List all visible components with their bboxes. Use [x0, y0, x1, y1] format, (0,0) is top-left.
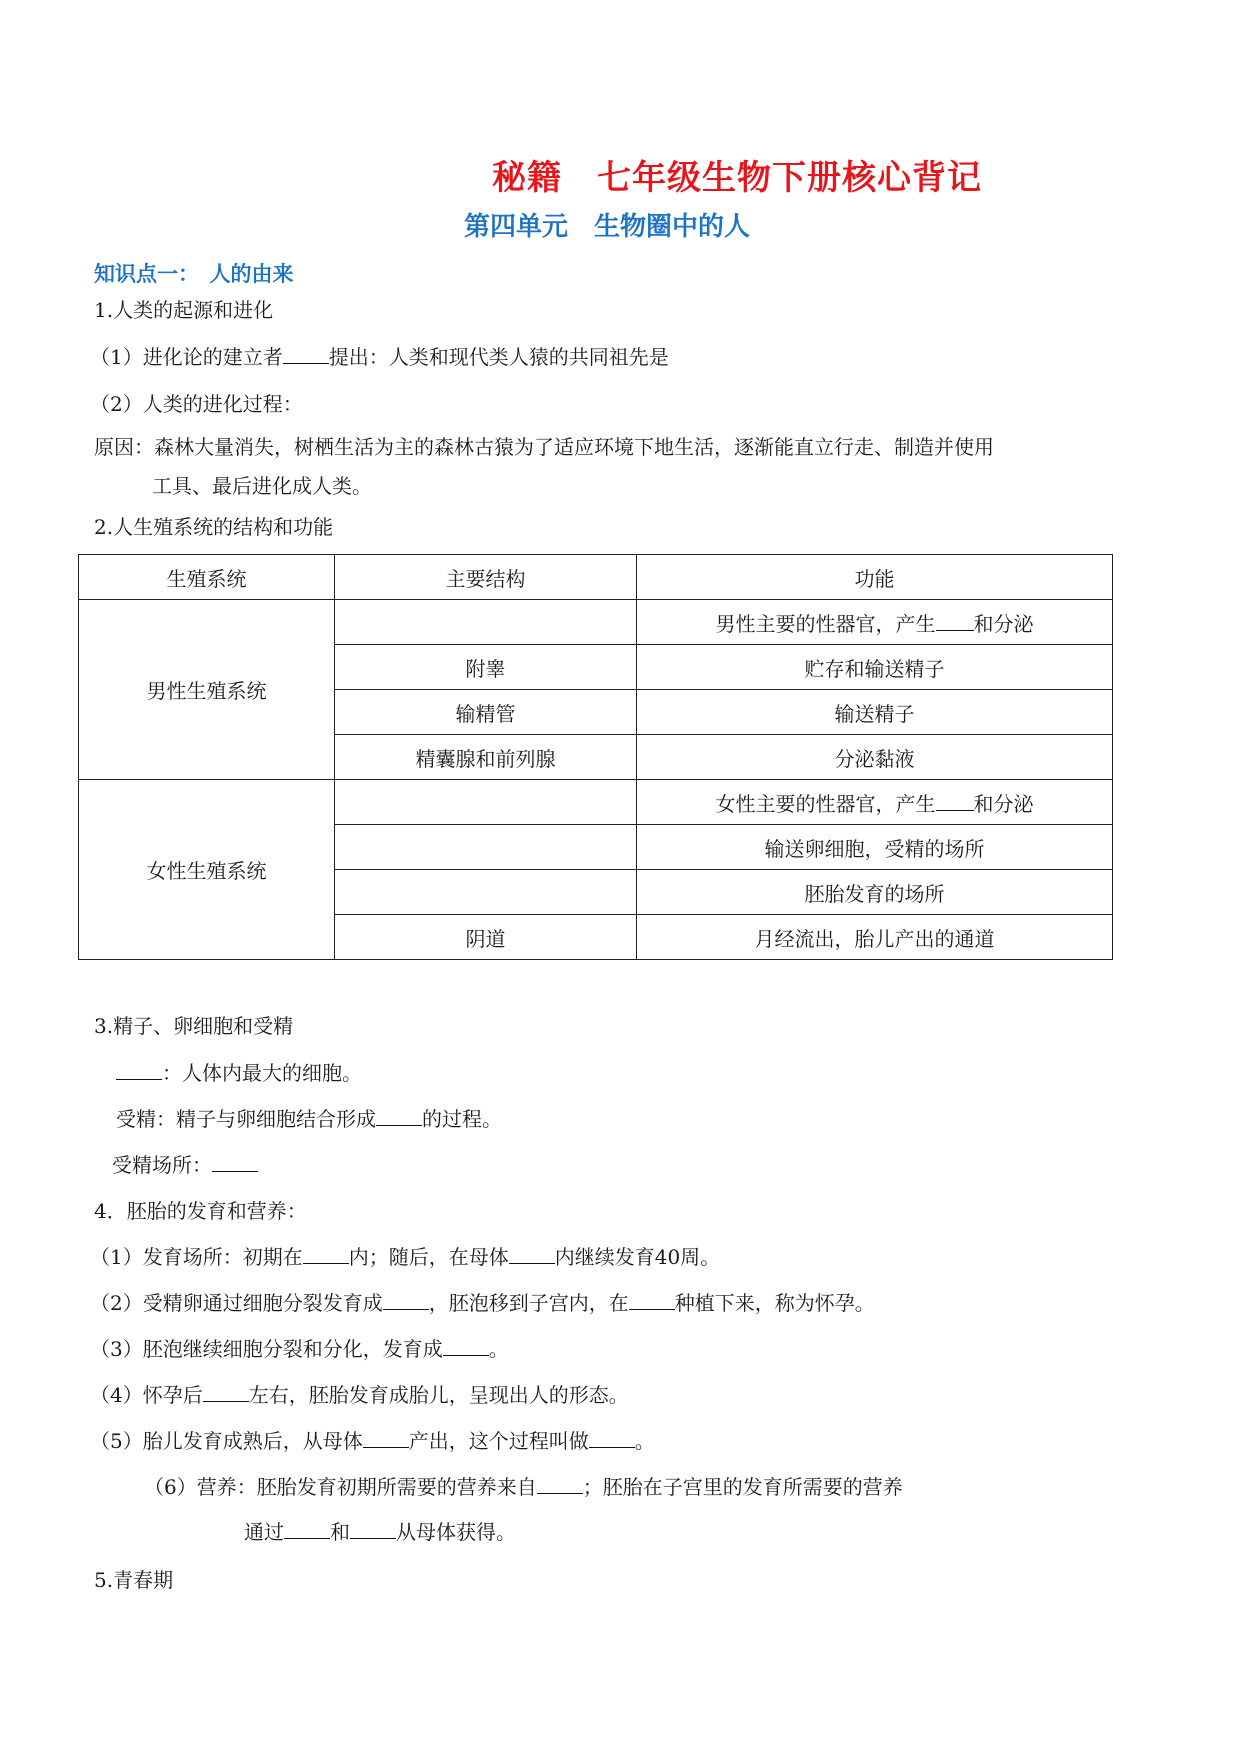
section-heading: 知识点一： 人的由来	[94, 262, 294, 286]
s4-p6-d: 和	[330, 1520, 350, 1544]
fill-blank[interactable]	[283, 345, 329, 364]
s4-p3	[90, 1336, 509, 1362]
s4-p6	[144, 1474, 903, 1500]
s4-p1-c: 内继续发育40周。	[554, 1245, 721, 1269]
fill-blank[interactable]	[589, 1429, 635, 1448]
s4-heading: 4．胚胎的发育和营养：	[94, 1199, 307, 1223]
s4-p3-b: 。	[488, 1337, 509, 1361]
structure-cell-blank[interactable]	[335, 600, 637, 645]
function-cell: 胚胎发育的场所	[637, 870, 1113, 915]
fill-blank[interactable]	[629, 1291, 675, 1310]
s1-q1-text-b: 提出：人类和现代类人猿的共同祖先是	[328, 345, 669, 369]
document-title: 秘籍 七年级生物下册核心背记	[492, 158, 982, 198]
structure-cell: 阴道	[335, 915, 637, 960]
s3-line3	[112, 1152, 258, 1178]
s3-heading: 3.精子、卵细胞和受精	[94, 1014, 294, 1038]
s3-line3-text: 受精场所：	[112, 1153, 212, 1177]
fill-blank[interactable]	[376, 1107, 422, 1126]
function-cell: 贮存和输送精子	[637, 645, 1113, 690]
s3-line1-text: ：人体内最大的细胞。	[162, 1061, 362, 1085]
function-cell	[637, 600, 1113, 645]
function-text-a: 女性主要的性器官，产生	[715, 791, 936, 816]
function-cell: 输送精子	[637, 690, 1113, 735]
structure-cell: 输精管	[335, 690, 637, 735]
s4-p2-c: 种植下来，称为怀孕。	[674, 1291, 875, 1315]
fill-blank[interactable]	[116, 1061, 162, 1080]
s4-p6-b: ；胚胎在子宫里的发育所需要的营养	[582, 1475, 903, 1499]
s4-p4-a: （4）怀孕后	[90, 1383, 203, 1407]
s4-p5-c: 。	[634, 1429, 655, 1453]
s1-reason-line2: 工具、最后进化成人类。	[152, 474, 372, 498]
s1-q1	[90, 344, 669, 370]
function-text-b: 和分泌	[973, 791, 1034, 816]
s4-p6-e: 从母体获得。	[396, 1520, 516, 1544]
s1-heading: 1.人类的起源和进化	[94, 298, 274, 322]
s4-p2-b: ，胚泡移到子宫内，在	[428, 1291, 629, 1315]
structure-cell-blank[interactable]	[335, 780, 637, 825]
s4-p2-a: （2）受精卵通过细胞分裂发育成	[90, 1291, 383, 1315]
fill-blank[interactable]	[383, 1291, 429, 1310]
function-cell	[637, 780, 1113, 825]
function-text-a: 男性主要的性器官，产生	[715, 611, 936, 636]
fill-blank[interactable]	[509, 1245, 555, 1264]
table-header-row	[79, 555, 1113, 600]
s4-p2	[90, 1290, 875, 1316]
fill-blank[interactable]	[350, 1520, 396, 1539]
s5-heading: 5.青春期	[94, 1568, 174, 1592]
s4-p6-continued	[244, 1519, 516, 1545]
s3-line1	[116, 1060, 362, 1086]
structure-cell: 精囊腺和前列腺	[335, 735, 637, 780]
function-cell: 月经流出，胎儿产出的通道	[637, 915, 1113, 960]
s4-p4	[90, 1382, 629, 1408]
s3-line2-text-b: 的过程。	[422, 1107, 502, 1131]
s1-q1-text-a: （1）进化论的建立者	[90, 345, 283, 369]
unit-title: 第四单元 生物圈中的人	[464, 212, 751, 242]
female-system-cell: 女性生殖系统	[79, 780, 335, 960]
s4-p4-b: 左右，胚胎发育成胎儿，呈现出人的形态。	[248, 1383, 629, 1407]
s4-p5-a: （5）胎儿发育成熟后，从母体	[90, 1429, 363, 1453]
fill-blank[interactable]	[936, 612, 974, 631]
s4-p6-a: （6）营养：胚胎发育初期所需要的营养来自	[144, 1475, 537, 1499]
s3-line2-text-a: 受精：精子与卵细胞结合形成	[116, 1107, 376, 1131]
function-cell: 输送卵细胞，受精的场所	[637, 825, 1113, 870]
structure-cell: 附睾	[335, 645, 637, 690]
s4-p5	[90, 1428, 655, 1454]
s2-heading: 2.人生殖系统的结构和功能	[94, 515, 334, 539]
fill-blank[interactable]	[212, 1153, 258, 1172]
s4-p1-b: 内；随后，在母体	[348, 1245, 509, 1269]
function-cell: 分泌黏液	[637, 735, 1113, 780]
s4-p3-a: （3）胚泡继续细胞分裂和分化，发育成	[90, 1337, 443, 1361]
structure-cell-blank[interactable]	[335, 870, 637, 915]
male-system-cell: 男性生殖系统	[79, 600, 335, 780]
fill-blank[interactable]	[303, 1245, 349, 1264]
fill-blank[interactable]	[443, 1337, 489, 1356]
s4-p5-b: 产出，这个过程叫做	[408, 1429, 589, 1453]
fill-blank[interactable]	[203, 1383, 249, 1402]
s3-line2	[116, 1106, 502, 1132]
table-row	[79, 600, 1113, 645]
s4-p1-a: （1）发育场所：初期在	[90, 1245, 303, 1269]
function-text-b: 和分泌	[973, 611, 1034, 636]
s4-p6-c: 通过	[244, 1520, 284, 1544]
fill-blank[interactable]	[936, 792, 974, 811]
s1-reason-line1: 原因：森林大量消失，树栖生活为主的森林古猿为了适应环境下地生活，逐渐能直立行走、制造并使用	[94, 435, 994, 459]
fill-blank[interactable]	[537, 1475, 583, 1494]
structure-cell-blank[interactable]	[335, 825, 637, 870]
s1-q2: （2）人类的进化过程：	[90, 392, 303, 416]
header-function: 功能	[637, 555, 1113, 600]
reproductive-system-table	[78, 554, 1113, 960]
s4-p1	[90, 1244, 720, 1270]
header-structure: 主要结构	[335, 555, 637, 600]
header-system: 生殖系统	[79, 555, 335, 600]
fill-blank[interactable]	[363, 1429, 409, 1448]
fill-blank[interactable]	[284, 1520, 330, 1539]
table-row	[79, 780, 1113, 825]
